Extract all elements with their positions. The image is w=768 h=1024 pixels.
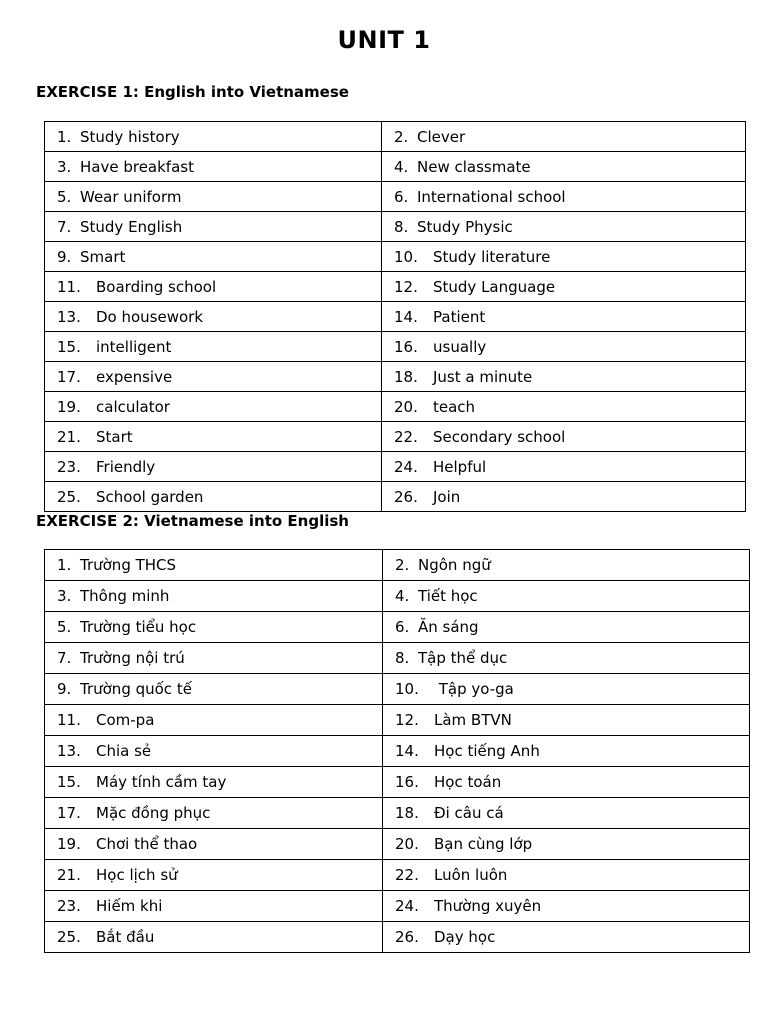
table-row: [45, 891, 750, 922]
item-number: 16.: [394, 337, 418, 356]
item-number: 1.: [57, 556, 72, 574]
item-text: teach: [433, 397, 476, 416]
item-text: Học lịch sử: [96, 866, 178, 884]
table-row: [45, 550, 750, 581]
item-text: Mặc đồng phục: [96, 804, 211, 822]
item-text: Clever: [417, 127, 466, 146]
item-number: 8.: [395, 649, 410, 667]
table-row: [45, 302, 746, 332]
item-number: 4.: [394, 157, 409, 176]
table-row: [45, 767, 750, 798]
table-row: [45, 922, 750, 953]
item-number: 24.: [395, 897, 419, 915]
table-row: [45, 212, 746, 242]
table-cell: [382, 272, 746, 302]
table-cell: [383, 891, 750, 922]
item-text: Study Physic: [417, 217, 513, 236]
table-cell: [45, 798, 383, 829]
item-text: Trường quốc tế: [80, 680, 192, 698]
item-number: 8.: [394, 217, 409, 236]
item-text: Tiết học: [418, 587, 478, 605]
table-row: [45, 482, 746, 512]
item-text: Have breakfast: [80, 157, 194, 176]
item-number: 10.: [394, 247, 418, 266]
item-text: Tập yo-ga: [434, 680, 514, 698]
item-number: 13.: [57, 742, 81, 760]
table-cell: [45, 674, 383, 705]
item-number: 6.: [394, 187, 409, 206]
item-number: 19.: [57, 397, 81, 416]
item-number: 15.: [57, 337, 81, 356]
table-cell: [383, 612, 750, 643]
table-row: [45, 705, 750, 736]
table-cell: [383, 798, 750, 829]
item-text: Ăn sáng: [418, 618, 479, 636]
table-row: [45, 182, 746, 212]
table-cell: [383, 550, 750, 581]
table-row: [45, 122, 746, 152]
exercise-2-table-body: [45, 550, 750, 953]
table-cell: [382, 482, 746, 512]
table-cell: [45, 242, 382, 272]
table-cell: [382, 122, 746, 152]
table-cell: [383, 643, 750, 674]
table-cell: [45, 829, 383, 860]
table-cell: [45, 736, 383, 767]
item-number: 26.: [395, 928, 419, 946]
item-number: 4.: [395, 587, 410, 605]
item-text: Tập thể dục: [418, 649, 508, 667]
table-cell: [382, 452, 746, 482]
item-text: Máy tính cầm tay: [96, 773, 227, 791]
item-number: 13.: [57, 307, 81, 326]
item-text: Study literature: [433, 247, 551, 266]
exercise-1-table: [44, 121, 746, 512]
item-number: 17.: [57, 367, 81, 386]
item-text: Trường nội trú: [80, 649, 185, 667]
item-number: 21.: [57, 866, 81, 884]
item-text: Secondary school: [433, 427, 566, 446]
item-number: 19.: [57, 835, 81, 853]
table-row: [45, 736, 750, 767]
item-text: Thông minh: [80, 587, 170, 605]
item-number: 23.: [57, 897, 81, 915]
exercise-1-table-body: [45, 122, 746, 512]
item-text: Chia sẻ: [96, 742, 152, 760]
table-cell: [45, 302, 382, 332]
item-text: Wear uniform: [80, 187, 182, 206]
table-cell: [45, 612, 383, 643]
item-text: calculator: [96, 397, 170, 416]
item-text: Học toán: [434, 773, 502, 791]
item-number: 3.: [57, 587, 72, 605]
table-cell: [45, 581, 383, 612]
table-cell: [383, 581, 750, 612]
page-title: UNIT 1: [337, 26, 431, 54]
table-row: [45, 612, 750, 643]
table-row: [45, 674, 750, 705]
table-cell: [45, 891, 383, 922]
item-number: 1.: [57, 127, 72, 146]
item-text: Trường tiểu học: [80, 618, 197, 636]
item-text: Bạn cùng lớp: [434, 835, 533, 853]
item-text: Chơi thể thao: [96, 835, 198, 853]
item-number: 17.: [57, 804, 81, 822]
item-number: 6.: [395, 618, 410, 636]
item-text: Start: [96, 427, 133, 446]
item-text: Luôn luôn: [434, 866, 508, 884]
table-cell: [45, 482, 382, 512]
item-number: 16.: [395, 773, 419, 791]
item-text: International school: [417, 187, 566, 206]
item-text: Thường xuyên: [434, 897, 542, 915]
table-row: [45, 829, 750, 860]
table-cell: [383, 922, 750, 953]
item-text: Study Language: [433, 277, 556, 296]
table-cell: [382, 182, 746, 212]
table-cell: [45, 332, 382, 362]
item-text: New classmate: [417, 157, 531, 176]
table-cell: [383, 736, 750, 767]
table-cell: [45, 152, 382, 182]
item-number: 2.: [394, 127, 409, 146]
item-text: Patient: [433, 307, 486, 326]
table-cell: [45, 550, 383, 581]
item-text: intelligent: [96, 337, 172, 356]
item-number: 12.: [395, 711, 419, 729]
item-number: 3.: [57, 157, 72, 176]
table-cell: [382, 422, 746, 452]
item-number: 11.: [57, 711, 81, 729]
item-number: 9.: [57, 247, 72, 266]
item-text: Com-pa: [96, 711, 155, 729]
table-cell: [382, 362, 746, 392]
item-number: 7.: [57, 217, 72, 236]
item-text: Helpful: [433, 457, 487, 476]
item-text: Trường THCS: [80, 556, 177, 574]
table-row: [45, 152, 746, 182]
table-cell: [382, 242, 746, 272]
item-number: 18.: [395, 804, 419, 822]
item-text: Bắt đầu: [96, 928, 155, 946]
table-cell: [382, 302, 746, 332]
table-cell: [382, 332, 746, 362]
item-number: 9.: [57, 680, 72, 698]
item-number: 14.: [394, 307, 418, 326]
item-number: 20.: [394, 397, 418, 416]
table-cell: [382, 392, 746, 422]
item-text: Study history: [80, 127, 180, 146]
table-cell: [45, 860, 383, 891]
table-cell: [45, 122, 382, 152]
table-cell: [45, 767, 383, 798]
table-row: [45, 272, 746, 302]
table-cell: [45, 705, 383, 736]
item-number: 25.: [57, 487, 81, 506]
item-text: Friendly: [96, 457, 156, 476]
item-number: 14.: [395, 742, 419, 760]
item-number: 20.: [395, 835, 419, 853]
item-text: Ngôn ngữ: [418, 556, 491, 574]
item-text: Học tiếng Anh: [434, 742, 540, 760]
table-row: [45, 452, 746, 482]
table-cell: [383, 860, 750, 891]
exercise-2-table: [44, 549, 750, 953]
item-number: 2.: [395, 556, 410, 574]
table-cell: [383, 829, 750, 860]
table-cell: [45, 362, 382, 392]
table-cell: [383, 767, 750, 798]
table-row: [45, 242, 746, 272]
item-text: Làm BTVN: [434, 711, 512, 729]
item-text: Smart: [80, 247, 126, 266]
item-number: 10.: [395, 680, 419, 698]
item-number: 12.: [394, 277, 418, 296]
item-text: Join: [433, 487, 461, 506]
item-number: 7.: [57, 649, 72, 667]
table-row: [45, 643, 750, 674]
table-row: [45, 422, 746, 452]
table-cell: [45, 643, 383, 674]
table-row: [45, 798, 750, 829]
exercise-2-heading: EXERCISE 2: Vietnamese into English: [36, 512, 349, 530]
item-number: 22.: [394, 427, 418, 446]
table-cell: [382, 152, 746, 182]
table-cell: [45, 272, 382, 302]
item-number: 25.: [57, 928, 81, 946]
table-cell: [45, 182, 382, 212]
table-cell: [383, 705, 750, 736]
table-row: [45, 581, 750, 612]
table-cell: [383, 674, 750, 705]
exercise-1-heading: EXERCISE 1: English into Vietnamese: [36, 83, 349, 101]
item-number: 24.: [394, 457, 418, 476]
table-cell: [45, 422, 382, 452]
table-cell: [45, 452, 382, 482]
item-text: School garden: [96, 487, 204, 506]
item-text: Đi câu cá: [434, 804, 504, 822]
table-cell: [45, 392, 382, 422]
table-row: [45, 362, 746, 392]
item-text: Boarding school: [96, 277, 217, 296]
item-text: usually: [433, 337, 487, 356]
item-text: Do housework: [96, 307, 204, 326]
table-row: [45, 392, 746, 422]
item-number: 26.: [394, 487, 418, 506]
item-text: Hiếm khi: [96, 897, 163, 915]
item-text: Dạy học: [434, 928, 496, 946]
item-text: expensive: [96, 367, 173, 386]
table-cell: [45, 922, 383, 953]
item-number: 21.: [57, 427, 81, 446]
table-row: [45, 860, 750, 891]
item-number: 23.: [57, 457, 81, 476]
table-row: [45, 332, 746, 362]
item-number: 22.: [395, 866, 419, 884]
item-text: Just a minute: [433, 367, 533, 386]
item-text: Study English: [80, 217, 183, 236]
item-number: 18.: [394, 367, 418, 386]
item-number: 5.: [57, 618, 72, 636]
item-number: 15.: [57, 773, 81, 791]
item-number: 5.: [57, 187, 72, 206]
table-cell: [45, 212, 382, 242]
item-number: 11.: [57, 277, 81, 296]
table-cell: [382, 212, 746, 242]
